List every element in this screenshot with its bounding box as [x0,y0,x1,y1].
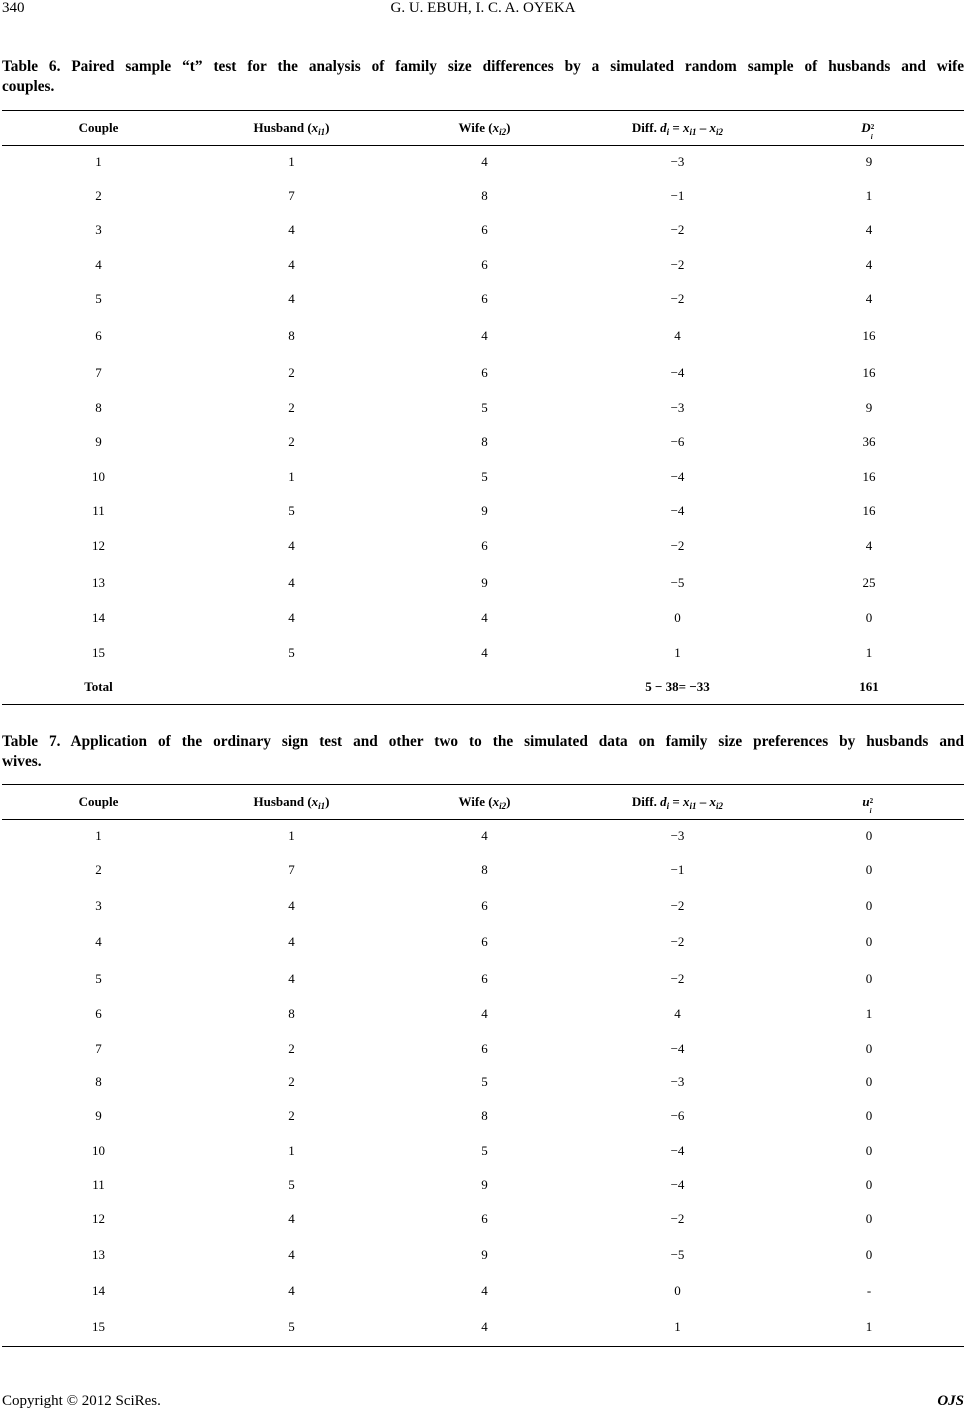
cell-husband: 8 [288,1006,295,1021]
col-header-diff: Diff. $d_i = x_{i1} - x_{i2}$ [631,120,724,137]
cell-last: 0 [865,1143,873,1158]
cell-diff: −5 [670,575,685,590]
table6-top-rule [2,110,964,111]
cell-husband: 4 [288,610,295,625]
cell-couple: 13 [92,1247,105,1262]
cell-diff: −2 [670,1211,685,1226]
table6-caption-line1: Table 6. Paired sample “t” test for the analysis of family size differences by a simulated random sample of husbands and wife [2,58,964,75]
cell-husband: 4 [288,898,295,913]
table6-header-rule [2,145,964,146]
cell-couple: 6 [95,1006,102,1021]
cell-husband: 4 [288,971,295,986]
cell-couple: 10 [92,469,105,484]
cell-couple: 5 [95,971,102,986]
cell-couple: 3 [95,222,102,237]
table6-caption [2,57,964,97]
cell-husband: 7 [288,188,295,203]
cell-last: - [866,1283,872,1298]
cell-husband: 2 [288,365,295,380]
table6-bottom-rule [2,704,964,705]
cell-couple: 8 [95,400,102,415]
cell-last: 4 [865,222,873,237]
cell-diff: 1 [674,645,681,660]
cell-couple: 5 [95,291,102,306]
cell-couple: 4 [95,934,102,949]
cell-diff: 4 [674,1006,681,1021]
table7-caption [2,732,964,772]
cell-wife: 6 [481,934,488,949]
cell-diff: −4 [670,469,685,484]
cell-wife: 5 [481,1143,488,1158]
cell-last: 0 [865,610,873,625]
cell-diff: 0 [674,610,681,625]
cell-diff: −4 [670,1041,685,1056]
cell-diff: −6 [670,434,685,449]
cell-diff: −3 [670,828,685,843]
cell-last: 0 [865,1108,873,1123]
cell-wife: 6 [481,1211,488,1226]
cell-diff: −2 [670,971,685,986]
cell-wife: 8 [481,434,488,449]
cell-last: 0 [865,971,873,986]
cell-wife: 6 [481,291,488,306]
cell-husband: 5 [288,645,295,660]
table6-caption-line2: couples. [2,78,55,95]
cell-last: 4 [865,291,873,306]
cell-wife: 5 [481,400,488,415]
cell-husband: 4 [288,222,295,237]
cell-wife: 9 [481,1177,488,1192]
cell-husband: 4 [288,575,295,590]
cell-last: 0 [865,1074,873,1089]
cell-couple: 11 [92,503,105,518]
cell-wife: 5 [481,469,488,484]
cell-wife: 4 [481,610,488,625]
running-head: G. U. EBUH, I. C. A. OYEKA [390,0,576,16]
cell-diff: −2 [670,898,685,913]
cell-husband: 1 [288,469,295,484]
cell-diff: −4 [670,1143,685,1158]
cell-couple: 14 [92,610,105,625]
table7-caption-line1: Table 7. Application of the ordinary sign test and other two to the simulated data on family size preferences by husbands and [2,733,964,750]
cell-couple: 15 [92,645,105,660]
cell-diff: −1 [670,862,685,877]
cell-husband: 2 [288,400,295,415]
cell-husband: 4 [288,934,295,949]
cell-husband: 4 [288,538,295,553]
col-header-diff: Diff. $d_i = x_{i1} - x_{i2}$ [631,794,724,811]
cell-wife: 6 [481,971,488,986]
cell-husband: 1 [288,154,295,169]
cell-husband: 5 [288,1177,295,1192]
cell-couple: 1 [95,828,102,843]
cell-wife: 6 [481,898,488,913]
cell-last: 4 [865,257,873,272]
cell-couple: 4 [95,257,102,272]
cell-husband: 1 [288,828,295,843]
cell-diff: −2 [670,222,685,237]
cell-wife: 8 [481,1108,488,1123]
col-header-couple: Couple [78,794,119,809]
cell-couple: 9 [95,1108,102,1123]
cell-diff: −3 [670,1074,685,1089]
table7-bottom-rule [2,1346,964,1347]
cell-couple: 13 [92,575,105,590]
cell-couple: 11 [92,1177,105,1192]
cell-couple: 10 [92,1143,105,1158]
cell-last: 9 [865,154,873,169]
cell-husband: 4 [288,257,295,272]
cell-last: 1 [865,1006,873,1021]
cell-couple: 9 [95,434,102,449]
cell-husband: 4 [288,1247,295,1262]
cell-couple: 8 [95,1074,102,1089]
cell-husband: 2 [288,434,295,449]
cell-couple: 12 [92,1211,105,1226]
cell-diff: −3 [670,154,685,169]
cell-husband: 4 [288,1211,295,1226]
cell-last: 0 [865,828,873,843]
cell-couple: 7 [95,365,102,380]
cell-husband: 8 [288,328,295,343]
cell-couple: 15 [92,1319,105,1334]
cell-last: 0 [865,1211,873,1226]
footer-journal: OJS [937,1393,964,1409]
cell-last: 1 [865,645,873,660]
cell-wife: 6 [481,538,488,553]
cell-last: 0 [865,1177,873,1192]
cell-last: 36 [862,434,876,449]
cell-diff: −4 [670,365,685,380]
cell-diff: −2 [670,257,685,272]
cell-husband: 5 [288,503,295,518]
cell-last: 25 [862,575,876,590]
cell-wife: 5 [481,1074,488,1089]
cell-wife: 4 [481,828,488,843]
cell-wife: 8 [481,188,488,203]
cell-husband: 2 [288,1041,295,1056]
cell-husband: 4 [288,291,295,306]
cell-diff: −4 [670,503,685,518]
cell-last: 0 [865,1041,873,1056]
cell-wife: 8 [481,862,488,877]
col-header-wife: Wife $(x_{i2})$ [458,794,511,811]
cell-diff: −3 [670,400,685,415]
cell-last: 16 [862,503,876,518]
cell-diff: −5 [670,1247,685,1262]
cell-wife: 6 [481,257,488,272]
cell-diff: −2 [670,934,685,949]
cell-wife: 9 [481,503,488,518]
cell-couple: 14 [92,1283,105,1298]
cell-wife: 9 [481,1247,488,1262]
cell-diff: 1 [674,1319,681,1334]
cell-wife: 6 [481,222,488,237]
cell-husband: 5 [288,1319,295,1334]
col-header-husband: Husband $(x_{i1})$ [253,794,330,811]
cell-couple: 12 [92,538,105,553]
footer-copyright: Copyright © 2012 SciRes. [2,1393,161,1409]
cell-wife: 9 [481,575,488,590]
cell-couple: 1 [95,154,102,169]
cell-wife: 4 [481,328,488,343]
cell-diff: −1 [670,188,685,203]
cell-diff: −4 [670,1177,685,1192]
cell-husband: 1 [288,1143,295,1158]
cell-wife: 4 [481,1283,488,1298]
table7-header-rule [2,819,964,820]
cell-diff: −2 [670,538,685,553]
cell-couple: 7 [95,1041,102,1056]
col-header-husband: Husband $(x_{i1})$ [253,120,330,137]
cell-couple: 2 [95,188,102,203]
cell-last: 16 [862,469,876,484]
cell-diff: 4 [674,328,681,343]
cell-last: 1 [865,1319,873,1334]
col-header-d-squared: D 2 i [861,120,875,142]
col-header-u-squared: u 2 i [862,794,874,816]
cell-last: 0 [865,862,873,877]
cell-wife: 4 [481,1006,488,1021]
table7-caption-line2: wives. [2,753,42,770]
cell-last: 16 [862,365,876,380]
cell-husband: 2 [288,1108,295,1123]
col-header-couple: Couple [78,120,119,135]
cell-wife: 6 [481,365,488,380]
cell-husband: 4 [288,1283,295,1298]
cell-last: 0 [865,898,873,913]
total-label: Total [84,679,113,694]
page-number: 340 [2,0,25,16]
cell-wife: 4 [481,1319,488,1334]
cell-husband: 7 [288,862,295,877]
cell-last: 1 [865,188,873,203]
cell-wife: 4 [481,645,488,660]
table7-top-rule [2,784,964,785]
cell-couple: 3 [95,898,102,913]
cell-diff: −6 [670,1108,685,1123]
cell-wife: 6 [481,1041,488,1056]
cell-husband: 2 [288,1074,295,1089]
cell-last: 0 [865,934,873,949]
cell-diff: −2 [670,291,685,306]
cell-wife: 4 [481,154,488,169]
total-d-squared: 161 [859,679,879,694]
col-header-wife: Wife $(x_{i2})$ [458,120,511,137]
cell-last: 0 [865,1247,873,1262]
cell-last: 4 [865,538,873,553]
total-diff: 5 − 38= −33 [645,679,710,694]
cell-couple: 2 [95,862,102,877]
cell-last: 16 [862,328,876,343]
cell-couple: 6 [95,328,102,343]
cell-diff: 0 [674,1283,681,1298]
cell-last: 9 [865,400,873,415]
